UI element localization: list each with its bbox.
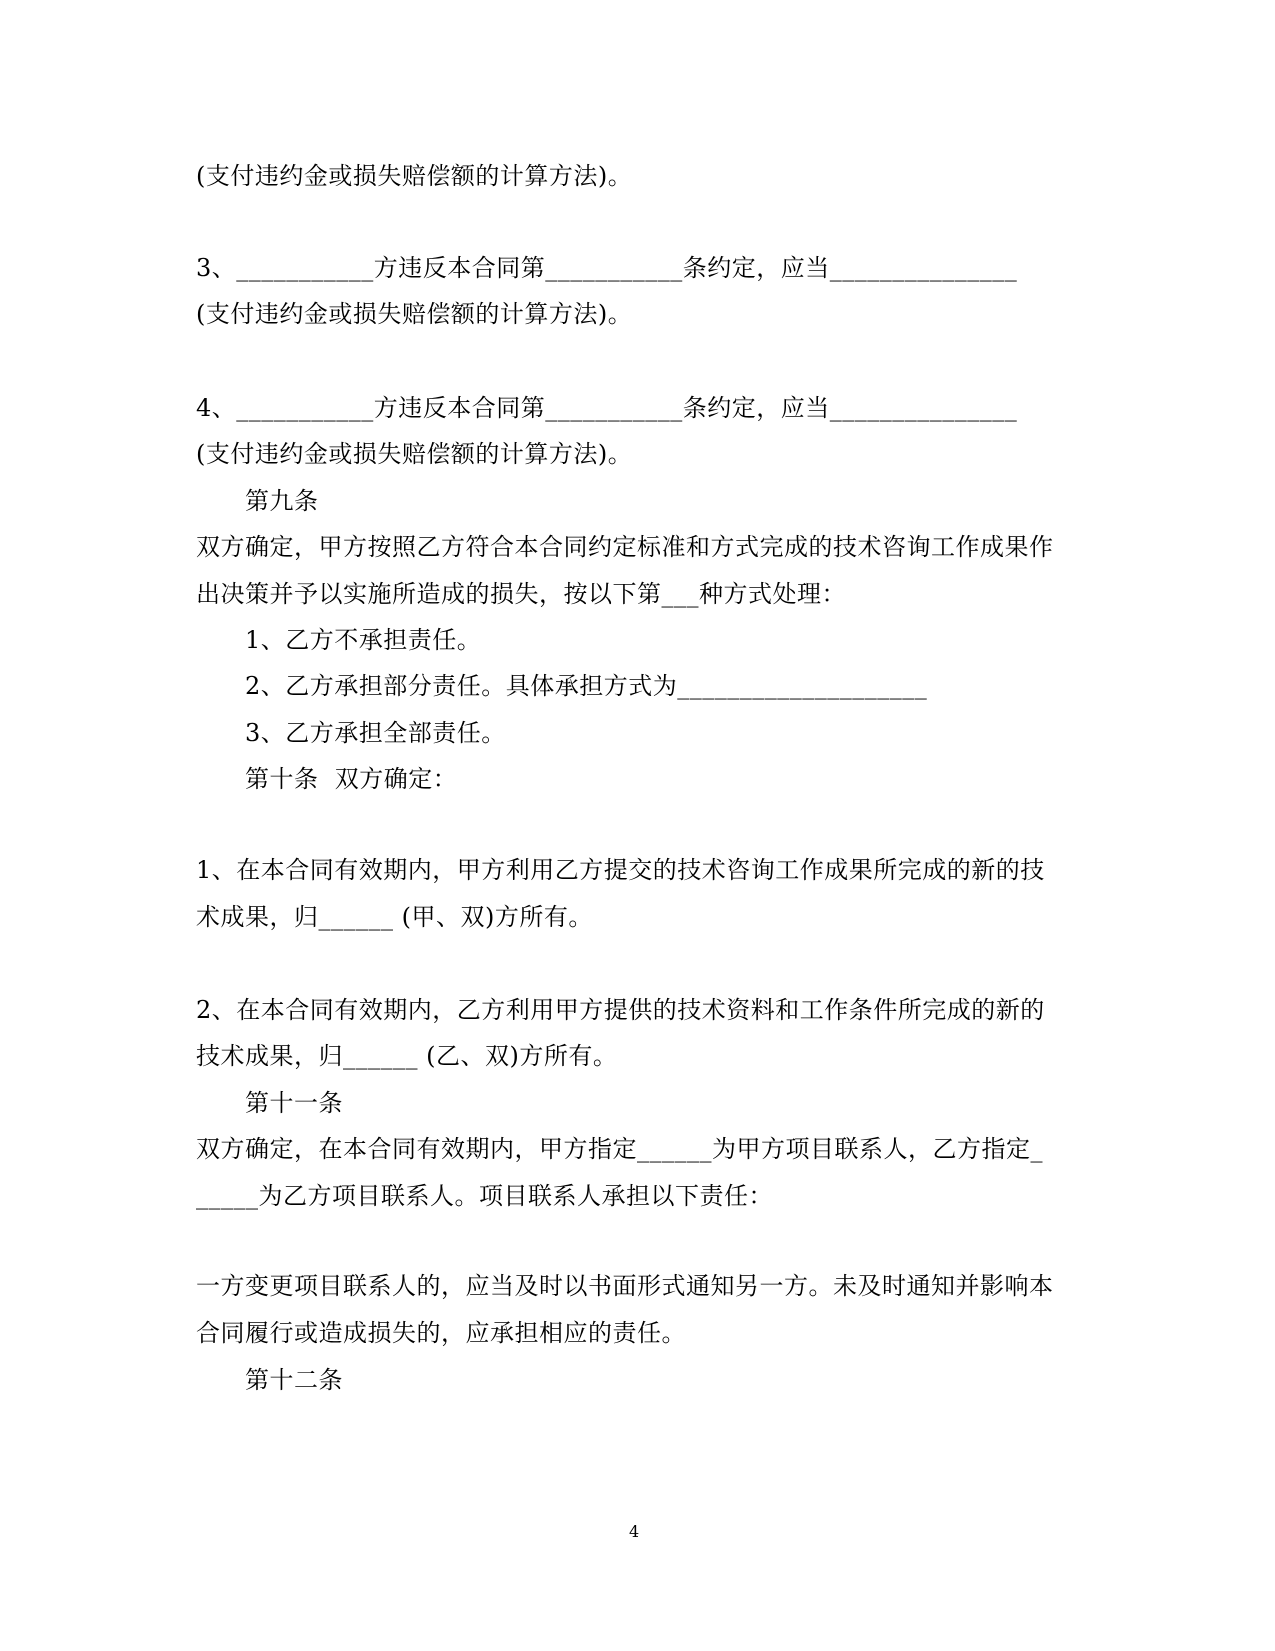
article-10-item-2-line-2: 技术成果，归______ (乙、双)方所有。: [196, 1042, 618, 1070]
page-number: 4: [629, 1522, 640, 1541]
article-10-item-2-line-1: 2、在本合同有效期内，乙方利用甲方提供的技术资料和工作条件所完成的新的: [196, 996, 1045, 1024]
article-11-contact-change-line-2: 合同履行或造成损失的，应承担相应的责任。: [196, 1319, 686, 1347]
article-11-text-line-1: 双方确定，在本合同有效期内，甲方指定______为甲方项目联系人，乙方指定_: [196, 1135, 1043, 1163]
penalty-calc-note-2: (支付违约金或损失赔偿额的计算方法)。: [196, 162, 633, 190]
clause-8-item-4: 4、___________方违反本合同第___________条约定，应当_______________: [196, 394, 1018, 422]
clause-8-item-3: 3、___________方违反本合同第___________条约定，应当_______________: [196, 254, 1018, 282]
article-10-heading: 第十条 双方确定：: [245, 765, 458, 793]
article-9-heading: 第九条: [245, 487, 319, 515]
article-9-option-2: 2、乙方承担部分责任。具体承担方式为____________________: [245, 672, 928, 700]
article-12-heading: 第十二条: [245, 1366, 343, 1394]
article-10-item-1-line-2: 术成果，归______ (甲、双)方所有。: [196, 903, 593, 931]
article-9-option-1: 1、乙方不承担责任。: [245, 626, 482, 654]
penalty-calc-note-4: (支付违约金或损失赔偿额的计算方法)。: [196, 440, 633, 468]
article-11-text-line-2: _____为乙方项目联系人。项目联系人承担以下责任：: [196, 1182, 773, 1210]
penalty-calc-note-3: (支付违约金或损失赔偿额的计算方法)。: [196, 300, 633, 328]
article-9-text-line-1: 双方确定，甲方按照乙方符合本合同约定标准和方式完成的技术咨询工作成果作: [196, 533, 1054, 561]
article-10-item-1-line-1: 1、在本合同有效期内，甲方利用乙方提交的技术咨询工作成果所完成的新的技: [196, 856, 1045, 884]
article-11-contact-change-line-1: 一方变更项目联系人的，应当及时以书面形式通知另一方。未及时通知并影响本: [196, 1272, 1054, 1300]
article-9-option-3: 3、乙方承担全部责任。: [245, 719, 506, 747]
article-11-heading: 第十一条: [245, 1089, 343, 1117]
article-9-text-line-2: 出决策并予以实施所造成的损失，按以下第___种方式处理：: [196, 580, 846, 608]
